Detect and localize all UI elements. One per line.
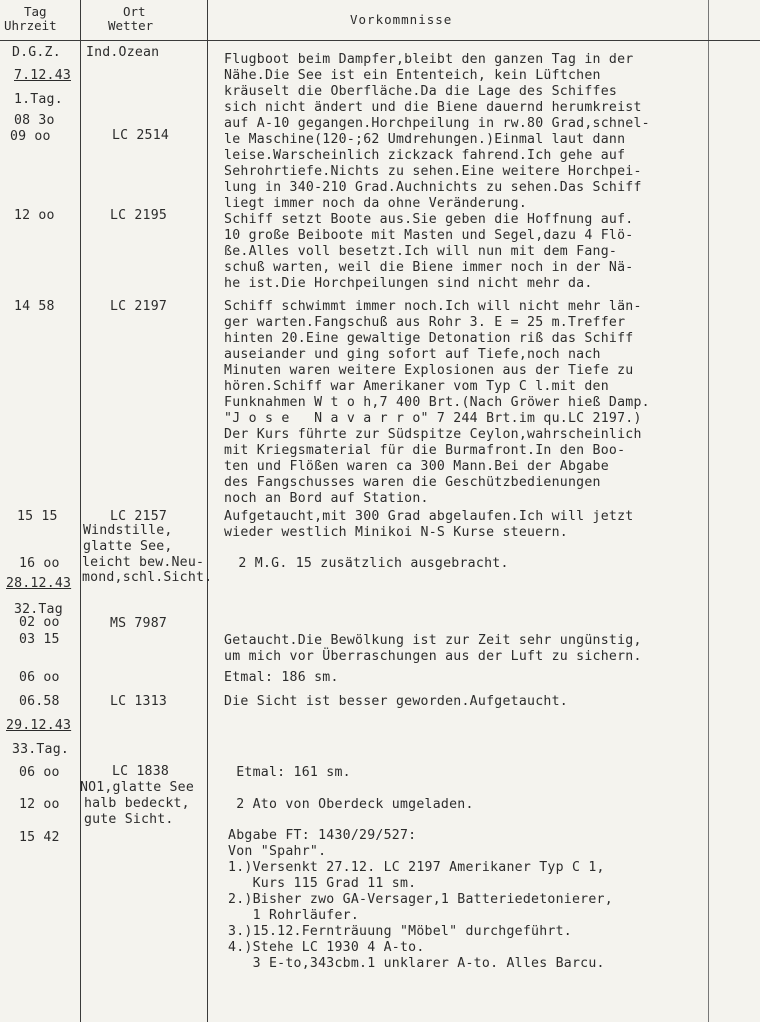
entry-line: Minuten waren weitere Explosionen aus der Tiefe zu bbox=[224, 363, 634, 378]
time-label: 15 15 bbox=[17, 509, 58, 524]
entry-line: wieder westlich Minikoi N-S Kurse steuern. bbox=[224, 525, 568, 540]
entry-line: 2.)Bisher zwo GA-Versager,1 Batteriedetonierer, bbox=[228, 892, 613, 907]
entry-line: des Fangschusses waren die Geschützbedienungen bbox=[224, 475, 601, 490]
day-label: 1.Tag. bbox=[14, 92, 63, 107]
time-label: 16 oo bbox=[19, 556, 60, 571]
location-label: Ind.Ozean bbox=[86, 45, 160, 60]
entry-line: 1.)Versenkt 27.12. LC 2197 Amerikaner Typ C 1, bbox=[228, 860, 605, 875]
entry-line: kräuselt die Oberfläche.Da die Lage des Schiffes bbox=[224, 84, 618, 99]
time-label: 09 oo bbox=[10, 129, 51, 144]
weather-label: glatte See, bbox=[83, 539, 173, 554]
entry-line: Schiff schwimmt immer noch.Ich will nicht mehr län- bbox=[224, 299, 642, 314]
location-label: LC 2195 bbox=[110, 208, 167, 223]
dgz-label: D.G.Z. bbox=[12, 45, 61, 60]
location-label: LC 1838 bbox=[112, 764, 169, 779]
entry-line: Abgabe FT: 1430/29/527: bbox=[228, 828, 417, 843]
day-label: 32.Tag bbox=[14, 602, 63, 617]
entry-line: auf A-10 gegangen.Horchpeilung in rw.80 Grad,schnel- bbox=[224, 116, 650, 131]
entry-line: 2 M.G. 15 zusätzlich ausgebracht. bbox=[222, 556, 509, 571]
entry-line: Die Sicht ist besser geworden.Aufgetaucht. bbox=[224, 694, 568, 709]
entry-line: Von "Spahr". bbox=[228, 844, 327, 859]
entry-line: noch an Bord auf Station. bbox=[224, 491, 429, 506]
entry-line: ten und Flößen waren ca 300 Mann.Bei der Abgabe bbox=[224, 459, 609, 474]
time-label: 12 oo bbox=[14, 208, 55, 223]
entry-line: schuß warten, weil die Biene immer noch in der Nä- bbox=[224, 260, 634, 275]
weather-label: leicht bew.Neu- bbox=[82, 555, 205, 570]
entry-line: 4.)Stehe LC 1930 4 A-to. bbox=[228, 940, 425, 955]
weather-label: mond,schl.Sicht. bbox=[82, 570, 213, 585]
location-label: LC 2157 bbox=[110, 509, 167, 524]
location-label: LC 2197 bbox=[110, 299, 167, 314]
column-divider-1 bbox=[80, 0, 81, 1022]
date-label: 7.12.43 bbox=[14, 68, 71, 83]
header-rule bbox=[0, 40, 760, 41]
entry-line: Der Kurs führte zur Südspitze Ceylon,wahrscheinlich bbox=[224, 427, 642, 442]
entry-line: Etmal: 161 sm. bbox=[228, 765, 351, 780]
entry-line: Funknahmen W t o h,7 400 Brt.(Nach Gröwer hieß Damp. bbox=[224, 395, 650, 410]
entry-line: 2 Ato von Oberdeck umgeladen. bbox=[228, 797, 474, 812]
time-label: 06 oo bbox=[19, 670, 60, 685]
entry-line: 3.)15.12.Fernträuung "Möbel" durchgeführt. bbox=[228, 924, 572, 939]
date-label: 28.12.43 bbox=[6, 576, 72, 591]
time-label: 08 3o bbox=[14, 113, 55, 128]
header-tag: Tag bbox=[24, 4, 47, 19]
header-ort: Ort bbox=[123, 4, 146, 19]
entry-line: mit Kriegsmaterial für die Burmafront.In den Boo- bbox=[224, 443, 626, 458]
entry-line: Etmal: 186 sm. bbox=[224, 670, 339, 685]
entry-line: Sehrohrtiefe.Nichts zu sehen.Eine weitere Horchpei- bbox=[224, 164, 642, 179]
entry-line: ger warten.Fangschuß aus Rohr 3. E = 25 m.Treffer bbox=[224, 315, 626, 330]
weather-label: gute Sicht. bbox=[84, 812, 174, 827]
time-label: 15 42 bbox=[19, 830, 60, 845]
time-label: 02 oo bbox=[19, 615, 60, 630]
entry-line: liegt immer noch da ohne Veränderung. bbox=[224, 196, 528, 211]
time-label: 06 oo bbox=[19, 765, 60, 780]
entry-line: 10 große Beiboote mit Masten und Segel,dazu 4 Flö- bbox=[224, 228, 634, 243]
entry-line: sich nicht ändert und die Biene dauernd herumkreist bbox=[224, 100, 642, 115]
header-uhrzeit: Uhrzeit bbox=[4, 18, 57, 33]
entry-line: le Maschine(120-;62 Umdrehungen.)Einmal laut dann bbox=[224, 132, 626, 147]
day-label: 33.Tag. bbox=[12, 742, 69, 757]
right-margin-line bbox=[708, 0, 709, 1022]
weather-label: halb bedeckt, bbox=[84, 796, 190, 811]
location-label: LC 1313 bbox=[110, 694, 167, 709]
entry-line: Flugboot beim Dampfer,bleibt den ganzen Tag in der bbox=[224, 52, 634, 67]
entry-line: Schiff setzt Boote aus.Sie geben die Hoffnung auf. bbox=[224, 212, 634, 227]
entry-line: 1 Rohrläufer. bbox=[228, 908, 360, 923]
date-label: 29.12.43 bbox=[6, 718, 72, 733]
time-label: 14 58 bbox=[14, 299, 55, 314]
location-label: MS 7987 bbox=[110, 616, 167, 631]
entry-line: ße.Alles voll besetzt.Ich will nun mit dem Fang- bbox=[224, 244, 618, 259]
entry-line: hinten 20.Eine gewaltige Detonation riß das Schiff bbox=[224, 331, 634, 346]
entry-line: auseiander und ging sofort auf Tiefe,noch nach bbox=[224, 347, 601, 362]
entry-line: Nähe.Die See ist ein Ententeich, kein Lüftchen bbox=[224, 68, 601, 83]
entry-line: Kurs 115 Grad 11 sm. bbox=[228, 876, 417, 891]
entry-line: Aufgetaucht,mit 300 Grad abgelaufen.Ich will jetzt bbox=[224, 509, 634, 524]
time-label: 06.58 bbox=[19, 694, 60, 709]
weather-label: NO1,glatte See bbox=[80, 780, 194, 795]
entry-line: lung in 340-210 Grad.Auchnichts zu sehen.Das Schiff bbox=[224, 180, 642, 195]
location-label: LC 2514 bbox=[112, 128, 169, 143]
header-vorkommnisse: Vorkommnisse bbox=[350, 12, 453, 27]
time-label: 03 15 bbox=[19, 632, 60, 647]
entry-line: hören.Schiff war Amerikaner vom Typ C l.mit den bbox=[224, 379, 609, 394]
entry-line: Getaucht.Die Bewölkung ist zur Zeit sehr ungünstig, bbox=[224, 633, 642, 648]
entry-line: leise.Warscheinlich zickzack fahrend.Ich gehe auf bbox=[224, 148, 626, 163]
entry-line: 3 E-to,343cbm.1 unklarer A-to. Alles Barcu. bbox=[228, 956, 605, 971]
entry-line: um mich vor Überraschungen aus der Luft zu sichern. bbox=[224, 649, 642, 664]
time-label: 12 oo bbox=[19, 797, 60, 812]
entry-line: "J o s e N a v a r r o" 7 244 Brt.im qu.LC 2197.) bbox=[224, 411, 642, 426]
entry-line: he ist.Die Horchpeilungen sind nicht mehr da. bbox=[224, 276, 593, 291]
column-divider-2 bbox=[207, 0, 208, 1022]
header-wetter: Wetter bbox=[108, 18, 154, 33]
weather-label: Windstille, bbox=[83, 523, 173, 538]
